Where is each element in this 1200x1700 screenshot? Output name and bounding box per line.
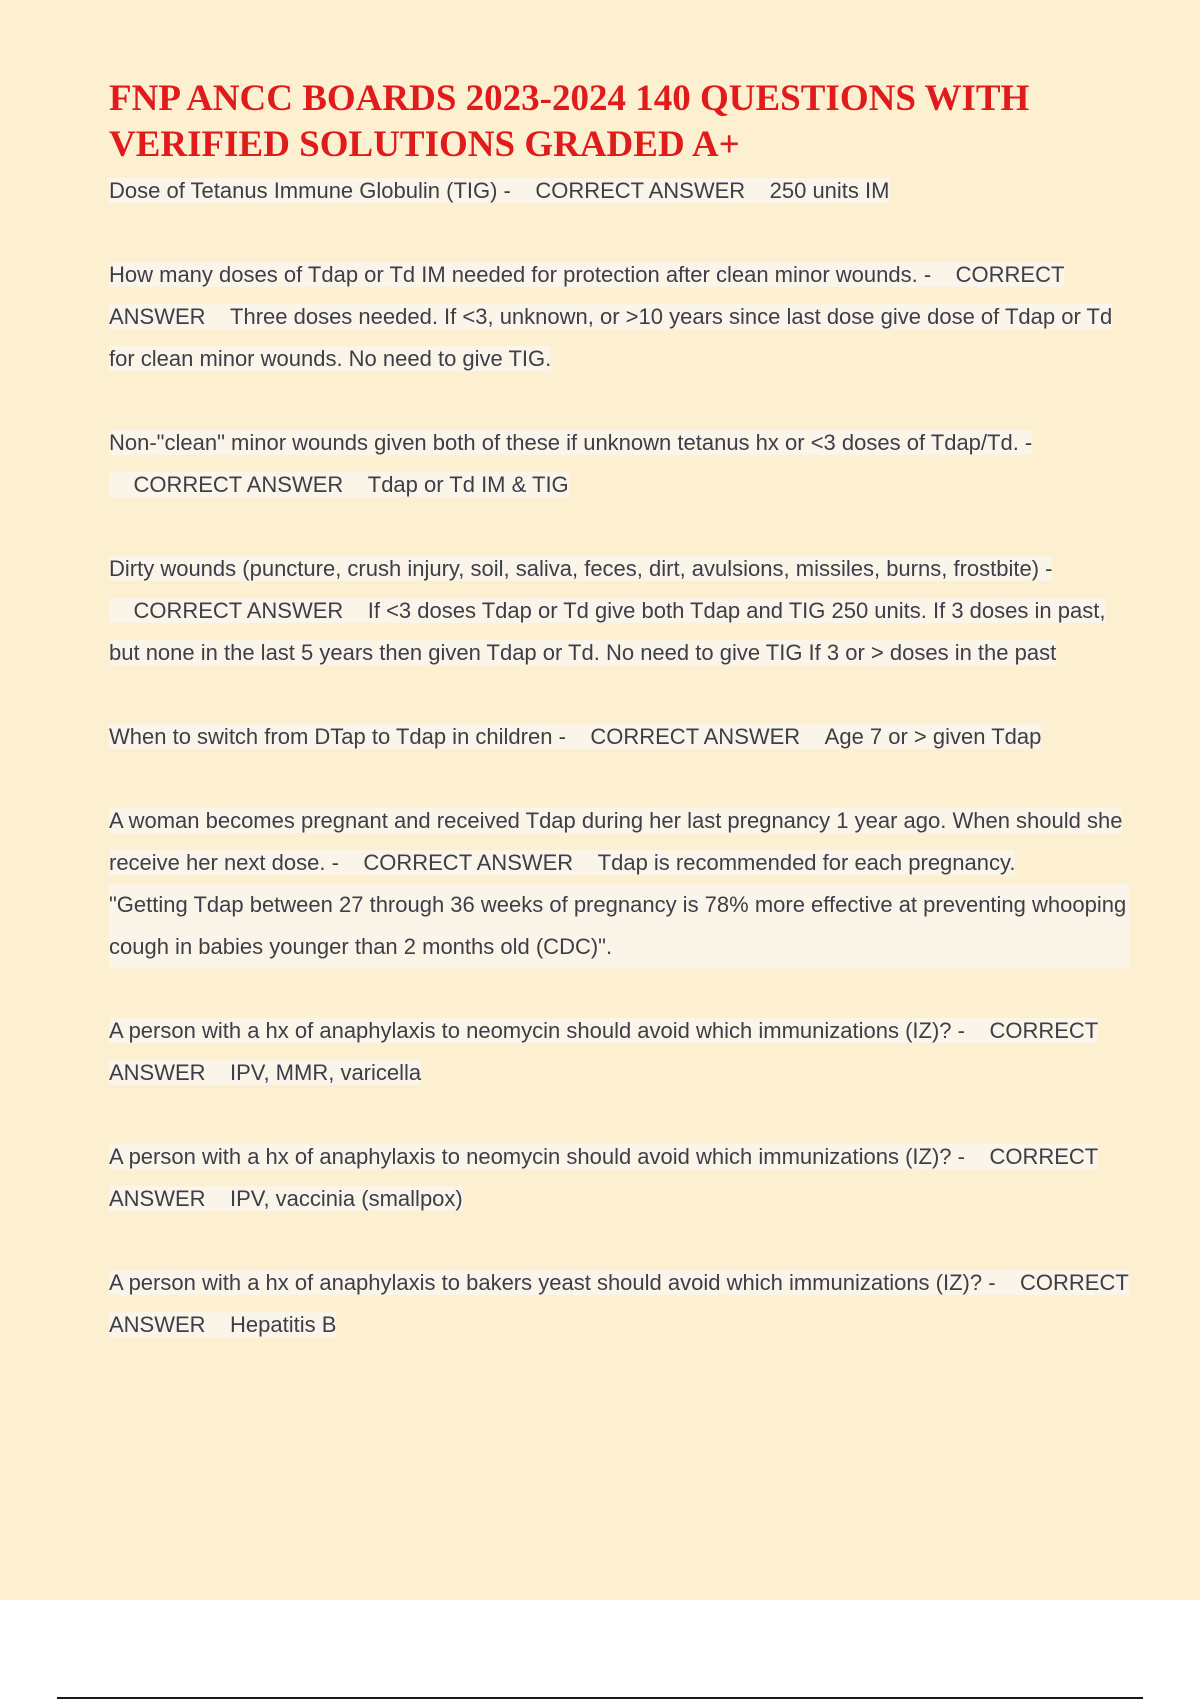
answer-text: Hepatitis B [230, 1312, 337, 1337]
qa-item [109, 1262, 1129, 1346]
answer-text: Age 7 or > given Tdap [824, 724, 1042, 749]
qa-item [109, 1136, 1129, 1220]
qa-item [109, 800, 1129, 968]
answer-text: If <3 doses Tdap or Td give both Tdap and TIG 250 units. If 3 doses in past, but none in the last 5 years then given Tdap or Td. No need to give TIG If 3 or > doses in the past [109, 598, 1106, 665]
answer-marker: CORRECT ANSWER [109, 1018, 1099, 1085]
question-text: How many doses of Tdap or Td IM needed for protection after clean minor wounds. - [109, 262, 932, 287]
answer-marker: CORRECT ANSWER [109, 262, 1065, 329]
answer-note [109, 884, 1129, 968]
footer-rule [57, 1697, 1143, 1699]
qa-item [109, 548, 1129, 674]
answer-text: Tdap or Td IM & TIG [367, 472, 569, 497]
answer-text: 250 units IM [769, 178, 890, 203]
document-content [109, 76, 1129, 1388]
answer-text: IPV, MMR, varicella [230, 1060, 422, 1085]
qa-item [109, 422, 1129, 506]
qa-item [109, 170, 1129, 212]
answer-marker: CORRECT ANSWER [363, 850, 574, 875]
answer-note-text: "Getting Tdap between 27 through 36 weeks of pregnancy is 78% more effective at preventing whooping cough in babies younger than 2 months old (CDC)". [109, 892, 1127, 959]
question-text: A person with a hx of anaphylaxis to neomycin should avoid which immunizations (IZ)? - [109, 1144, 965, 1169]
answer-marker: CORRECT ANSWER [133, 598, 344, 623]
question-text: A woman becomes pregnant and received Tdap during her last pregnancy 1 year ago. When should she receive her next dose. - [109, 808, 1123, 875]
question-text: A person with a hx of anaphylaxis to neomycin should avoid which immunizations (IZ)? - [109, 1018, 965, 1043]
answer-marker: CORRECT ANSWER [109, 1144, 1099, 1211]
answer-marker: CORRECT ANSWER [133, 472, 344, 497]
answer-text: Three doses needed. If <3, unknown, or >10 years since last dose give dose of Tdap or Td for clean minor wounds. No need to give TIG. [109, 304, 1113, 371]
answer-marker: CORRECT ANSWER [590, 724, 801, 749]
qa-item [109, 716, 1129, 758]
answer-text: IPV, vaccinia (smallpox) [230, 1186, 463, 1211]
answer-marker: CORRECT ANSWER [535, 178, 746, 203]
question-text: Dose of Tetanus Immune Globulin (TIG) - [109, 178, 511, 203]
document-title: FNP ANCC BOARDS 2023-2024 140 QUESTIONS WITH VERIFIED SOLUTIONS GRADED A+ [109, 78, 1030, 165]
question-text: Dirty wounds (puncture, crush injury, soil, saliva, feces, dirt, avulsions, missiles, burns, frostbite) - [109, 556, 1053, 581]
qa-item [109, 1010, 1129, 1094]
question-text: When to switch from DTap to Tdap in children - [109, 724, 566, 749]
question-text: A person with a hx of anaphylaxis to bakers yeast should avoid which immunizations (IZ)? - [109, 1270, 996, 1295]
question-text: Non-"clean" minor wounds given both of these if unknown tetanus hx or <3 doses of Tdap/Td. - [109, 430, 1033, 455]
answer-marker: CORRECT ANSWER [109, 1270, 1129, 1337]
qa-item [109, 254, 1129, 380]
answer-text: Tdap is recommended for each pregnancy. [597, 850, 1016, 875]
